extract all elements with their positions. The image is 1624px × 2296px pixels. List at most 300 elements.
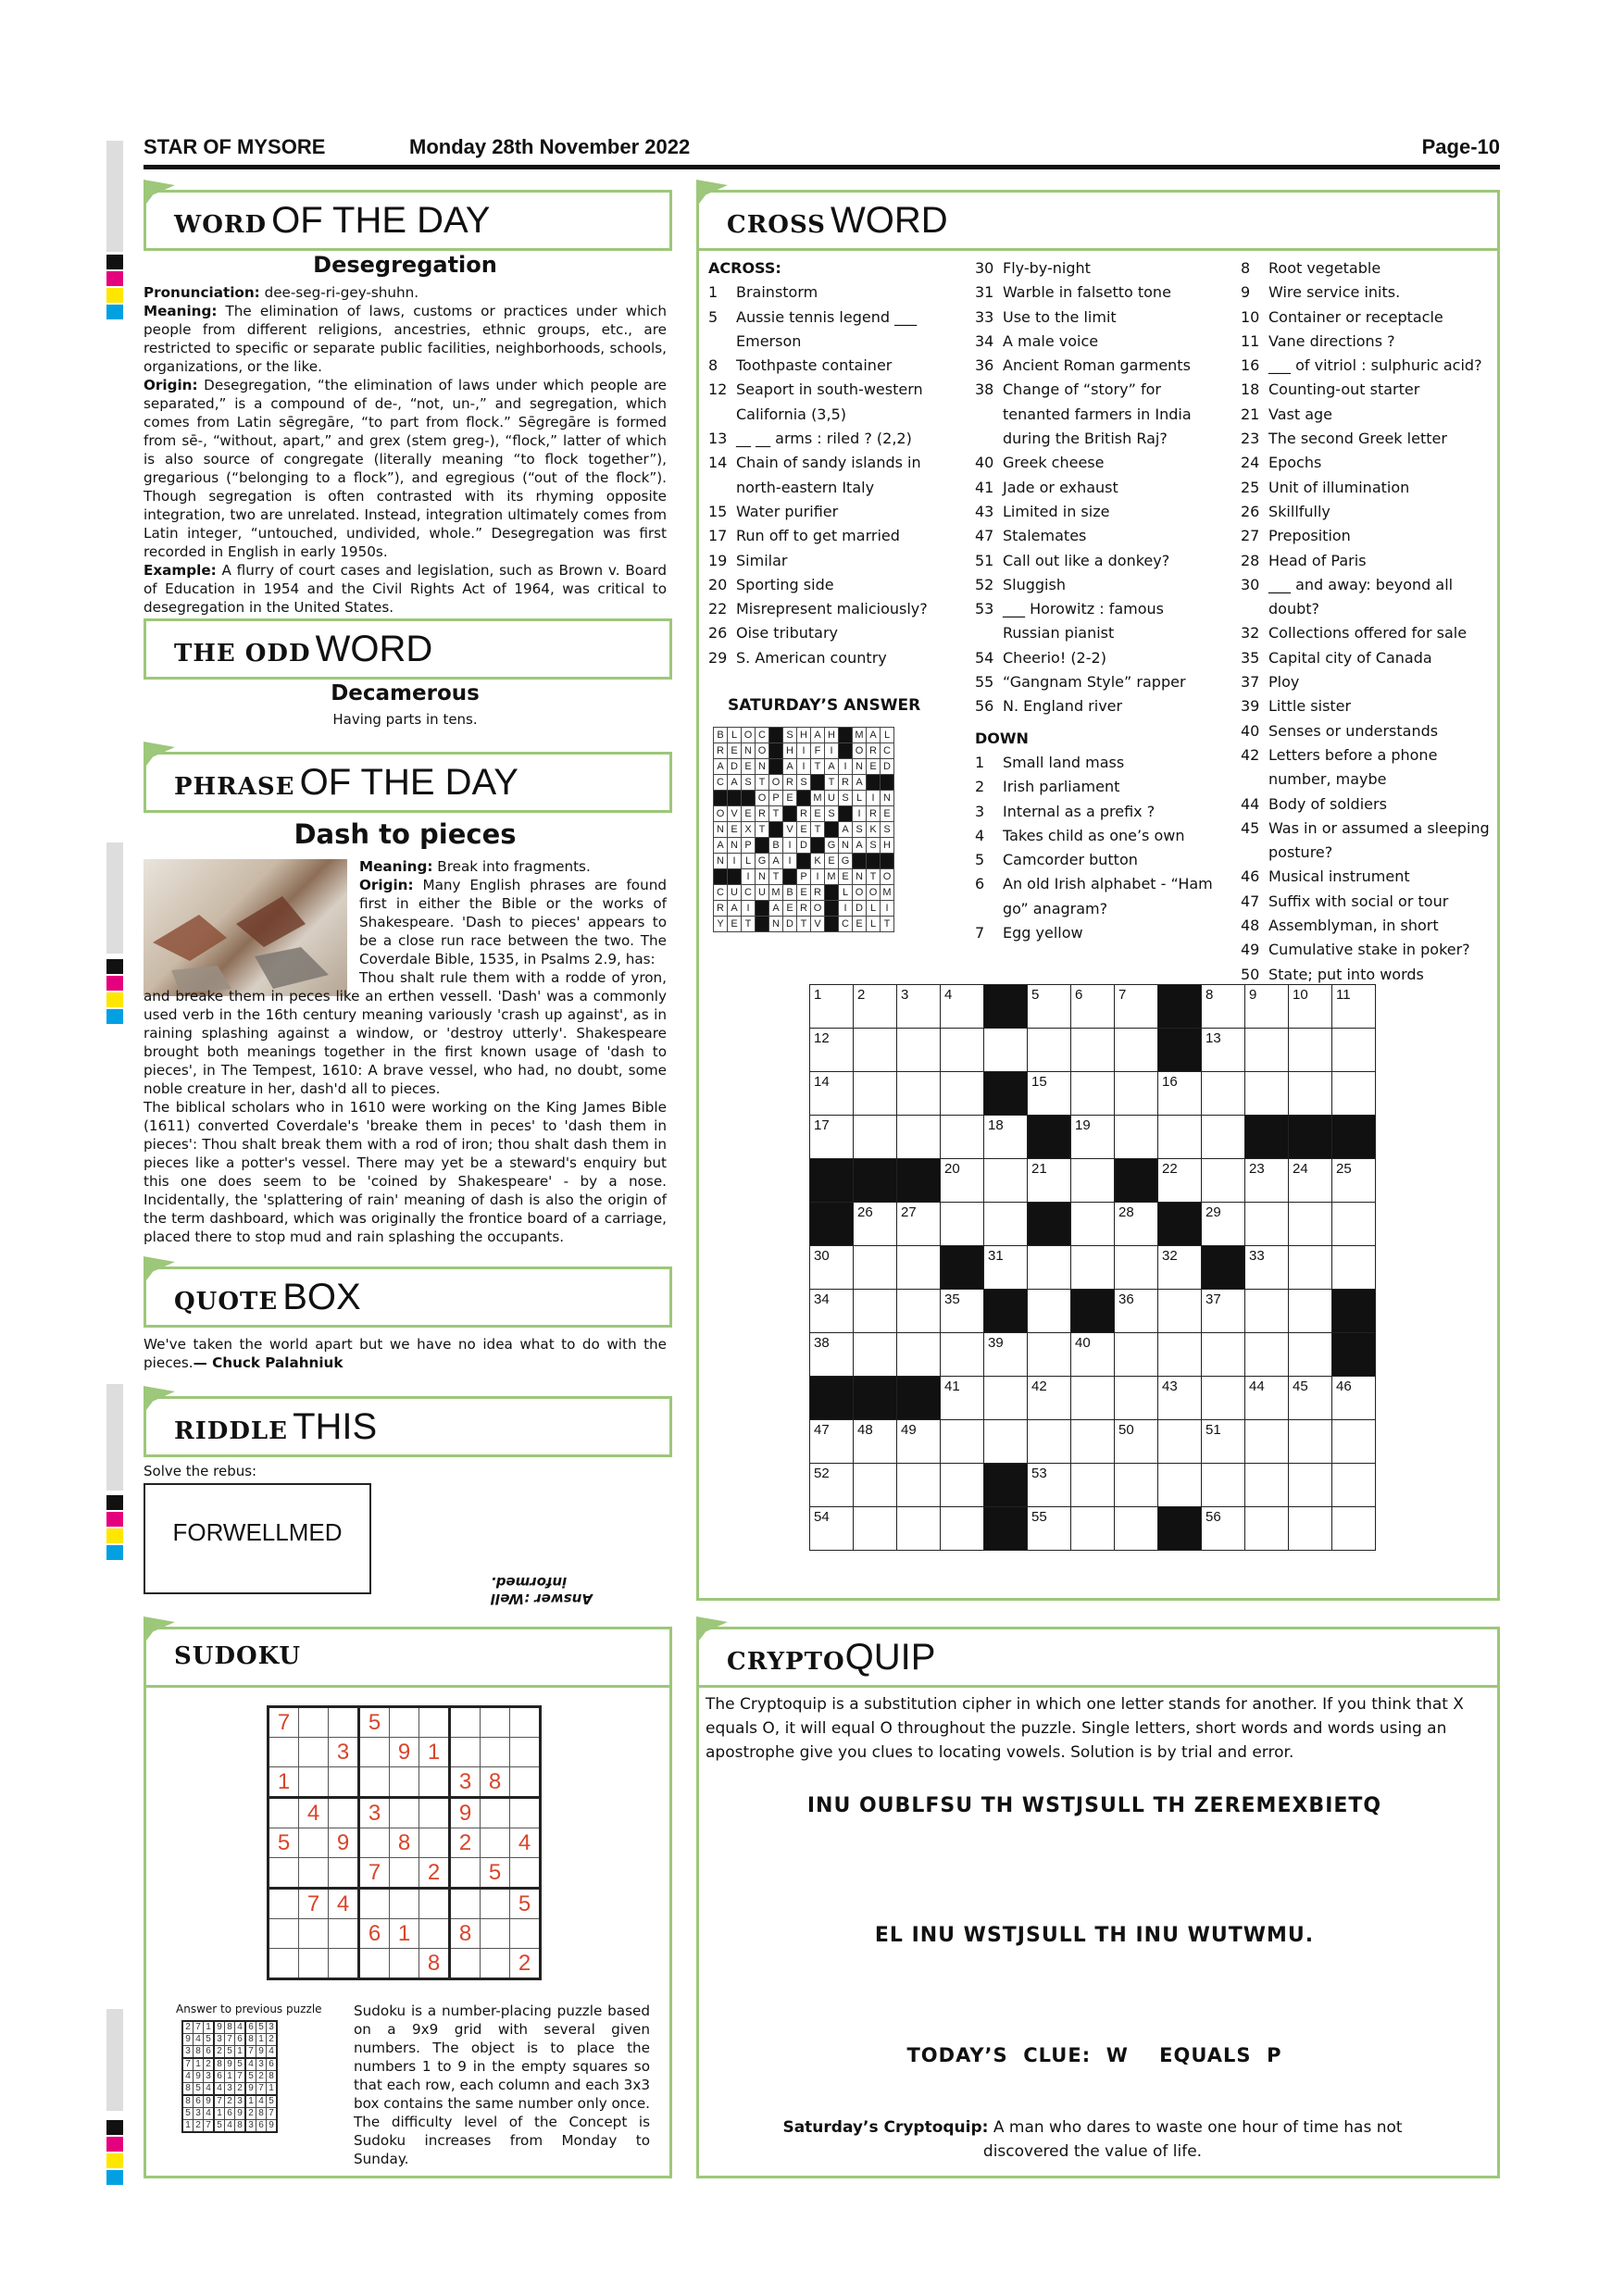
crossword-cell[interactable] (854, 1290, 897, 1333)
crossword-cell[interactable] (941, 1203, 984, 1246)
crossword-cell[interactable] (810, 1029, 854, 1072)
crossword-cell[interactable] (810, 1072, 854, 1116)
crossword-cell[interactable] (1115, 1116, 1158, 1159)
crossword-cell[interactable] (1028, 1159, 1071, 1203)
crossword-cell[interactable] (941, 1159, 984, 1203)
clue (975, 354, 1220, 378)
sudoku-cell[interactable] (359, 1828, 390, 1858)
crossword-cell[interactable] (941, 1333, 984, 1377)
crossword-cell[interactable] (1071, 1420, 1115, 1464)
sudoku-cell[interactable] (329, 1767, 359, 1798)
answer-cell (728, 869, 742, 885)
crossword-cell[interactable] (854, 1420, 897, 1464)
crossword-cell[interactable] (1332, 1464, 1376, 1507)
crossword-cell[interactable] (1289, 1159, 1332, 1203)
crossword-cell[interactable] (1245, 1159, 1289, 1203)
sudoku-cell[interactable] (329, 1949, 359, 1979)
pronunciation: dee-seg-ri-gey-shuhn. (259, 284, 419, 301)
crossword-cell[interactable] (1202, 1116, 1245, 1159)
todays-clue: TODAY’S CLUE: W EQUALS P (906, 2044, 1282, 2066)
crossword-cell[interactable] (984, 1333, 1028, 1377)
sudoku-cell[interactable] (510, 1738, 541, 1767)
sudoku-cell[interactable] (299, 1858, 329, 1889)
sudoku-cell[interactable] (359, 1767, 390, 1798)
sudoku-cell: 1 (214, 2108, 225, 2120)
sudoku-cell[interactable] (359, 1738, 390, 1767)
crossword-cell[interactable] (1158, 1072, 1202, 1116)
sudoku-cell[interactable] (269, 1798, 299, 1828)
crossword-cell[interactable] (1028, 1464, 1071, 1507)
sudoku-cell: 7 (204, 2120, 215, 2133)
crossword-cell[interactable] (1115, 1246, 1158, 1290)
crossword-cell[interactable] (1202, 1159, 1245, 1203)
sudoku-cell[interactable] (269, 1858, 299, 1889)
sudoku-cell: 2 (510, 1949, 541, 1979)
crossword-cell[interactable] (1158, 1464, 1202, 1507)
clue-text: Use to the limit (1003, 307, 1117, 326)
sudoku-cell[interactable] (510, 1858, 541, 1889)
clue-number: 7 (975, 924, 985, 942)
clue-text: Small land mass (1003, 753, 1125, 771)
crossword-cell[interactable] (984, 1159, 1028, 1203)
clue-number: 8 (1206, 987, 1214, 1003)
sudoku-cell: 9 (390, 1738, 419, 1767)
sudoku-cell[interactable] (450, 1889, 481, 1919)
crossword-cell[interactable] (1115, 1464, 1158, 1507)
answer-cell (756, 917, 769, 932)
clue-text: Greek cheese (1003, 454, 1105, 472)
crossword-cell[interactable] (1158, 1377, 1202, 1420)
crossword-cell[interactable] (1158, 1159, 1202, 1203)
sudoku-cell[interactable] (269, 1919, 299, 1949)
crossword-grid[interactable] (809, 984, 1376, 1551)
sudoku-cell[interactable] (390, 1767, 419, 1798)
sudoku-cell: 5 (214, 2120, 225, 2133)
crossword-cell[interactable] (941, 1116, 984, 1159)
crossword-cell[interactable] (1245, 1507, 1289, 1551)
answer-cell: E (825, 854, 839, 869)
sudoku-cell[interactable] (481, 1919, 510, 1949)
crossword-cell[interactable] (1158, 1290, 1202, 1333)
sudoku-cell[interactable] (450, 1949, 481, 1979)
sudoku-cell: 1 (390, 1919, 419, 1949)
crossword-cell[interactable] (1028, 1290, 1071, 1333)
crossword-cell[interactable] (1202, 1072, 1245, 1116)
clue-number: 1 (814, 987, 822, 1003)
crossword-cell[interactable] (897, 1203, 941, 1246)
sudoku-cell[interactable] (419, 1707, 450, 1738)
crossword-cell[interactable] (1028, 985, 1071, 1029)
sudoku-cell[interactable] (269, 1949, 299, 1979)
clue-text: Jade or exhaust (1003, 478, 1118, 496)
sudoku-cell[interactable] (510, 1707, 541, 1738)
label: Meaning: (359, 858, 433, 875)
crossword-cell[interactable] (1245, 1246, 1289, 1290)
crossword-cell[interactable] (854, 1246, 897, 1290)
crossword-cell[interactable] (1115, 1333, 1158, 1377)
crossword-cell[interactable] (810, 1290, 854, 1333)
answer-cell (825, 917, 839, 932)
crossword-cell[interactable] (941, 1464, 984, 1507)
clue-number: 18 (988, 1117, 1004, 1133)
sudoku-cell[interactable] (299, 1707, 329, 1738)
answer-cell: N (756, 759, 769, 775)
answer-cell: L (839, 885, 853, 901)
crossword-cell[interactable] (1071, 1203, 1115, 1246)
sudoku-cell[interactable] (390, 1949, 419, 1979)
crossword-cell[interactable] (1115, 1203, 1158, 1246)
crossword-cell[interactable] (810, 985, 854, 1029)
crossword-cell[interactable] (1289, 1377, 1332, 1420)
crossword-cell[interactable] (941, 1029, 984, 1072)
crossword-cell[interactable] (1158, 1246, 1202, 1290)
answer-cell: A (714, 838, 728, 854)
crossword-cell[interactable] (941, 985, 984, 1029)
answer-cell (825, 901, 839, 917)
answer-cell: I (839, 759, 853, 775)
crossword-cell[interactable] (984, 1203, 1028, 1246)
crossword-cell[interactable] (897, 985, 941, 1029)
crossword-cell[interactable] (1332, 1420, 1376, 1464)
crossword-cell[interactable] (854, 1333, 897, 1377)
clue-number: 50 (1241, 965, 1260, 983)
clue (1241, 281, 1491, 305)
crossword-cell[interactable] (1115, 1072, 1158, 1116)
crossword-cell[interactable] (1202, 985, 1245, 1029)
sudoku-cell: 3 (204, 2071, 215, 2083)
black-square (1115, 1159, 1158, 1203)
sudoku-cell[interactable] (481, 1798, 510, 1828)
crossword-cell[interactable] (810, 1420, 854, 1464)
sudoku-cell: 5 (245, 2071, 256, 2083)
sudoku-cell: 6 (235, 2034, 246, 2046)
clue-number: 38 (975, 381, 994, 399)
sudoku-cell: 5 (256, 2021, 267, 2034)
sudoku-cell[interactable] (390, 1889, 419, 1919)
crossword-cell[interactable] (1245, 985, 1289, 1029)
clue (708, 646, 931, 670)
answer-cell: R (756, 806, 769, 822)
clue-number: 30 (1241, 575, 1260, 593)
register-yellow (106, 2153, 123, 2168)
sudoku-cell[interactable] (329, 1919, 359, 1949)
sudoku-cell[interactable] (450, 1738, 481, 1767)
sudoku-cell[interactable] (269, 1738, 299, 1767)
crossword-cell[interactable] (897, 1464, 941, 1507)
clue-number: 49 (1241, 941, 1260, 959)
crossword-cell[interactable] (1028, 1072, 1071, 1116)
crossword-cell[interactable] (854, 1464, 897, 1507)
crossword-cell[interactable] (1289, 1290, 1332, 1333)
clue-number: 42 (1031, 1379, 1047, 1394)
crossword-cell[interactable] (941, 1507, 984, 1551)
crossword-cell[interactable] (1071, 1377, 1115, 1420)
crossword-cell[interactable] (1332, 1246, 1376, 1290)
crossword-cell[interactable] (1289, 1464, 1332, 1507)
answer-cell: S (783, 728, 797, 743)
clue-text: Sluggish (1003, 575, 1066, 593)
crossword-cell[interactable] (854, 1116, 897, 1159)
crossword-cell[interactable] (1028, 1029, 1071, 1072)
crossword-cell[interactable] (1202, 1333, 1245, 1377)
crossword-cell[interactable] (1158, 1116, 1202, 1159)
crossword-cell[interactable] (1245, 1072, 1289, 1116)
crossword-cell[interactable] (854, 1072, 897, 1116)
crossword-cell[interactable] (897, 1333, 941, 1377)
answer-cell: I (853, 806, 867, 822)
crossword-cell[interactable] (1158, 1333, 1202, 1377)
crossword-cell[interactable] (1071, 1159, 1115, 1203)
sudoku-cell: 8 (481, 1767, 510, 1798)
clue-text: ___ Horowitz : famous Russian pianist (1003, 600, 1164, 643)
clue (975, 670, 1220, 694)
clue-number: 19 (1075, 1117, 1091, 1133)
sudoku-cell: 4 (235, 2021, 246, 2034)
across-clues-1 (708, 256, 931, 670)
label: Example: (144, 562, 217, 579)
crossword-cell[interactable] (810, 1333, 854, 1377)
answer-cell: P (769, 791, 783, 806)
crossword-cell[interactable] (1245, 1333, 1289, 1377)
sudoku-cell[interactable] (419, 1798, 450, 1828)
answer-cell: C (881, 743, 894, 759)
crossword-cell[interactable] (1071, 985, 1115, 1029)
answer-cell: O (756, 743, 769, 759)
sudoku-cell[interactable] (419, 1889, 450, 1919)
sudoku-cell[interactable] (299, 1828, 329, 1858)
sudoku-grid[interactable] (267, 1705, 542, 1980)
crossword-cell[interactable] (941, 1290, 984, 1333)
clue-number: 15 (1031, 1074, 1047, 1090)
clue-number: 9 (1249, 987, 1257, 1003)
crossword-cell[interactable] (1332, 985, 1376, 1029)
crossword-cell[interactable] (810, 1464, 854, 1507)
sudoku-cell: 9 (267, 2120, 278, 2133)
clue (975, 751, 1220, 775)
crossword-cell[interactable] (1115, 1507, 1158, 1551)
answer-cell (839, 743, 853, 759)
answer-cell: A (825, 759, 839, 775)
crossword-cell[interactable] (984, 1029, 1028, 1072)
sudoku-cell[interactable] (419, 1919, 450, 1949)
clue (1241, 256, 1491, 281)
crossword-cell[interactable] (984, 1246, 1028, 1290)
crossword-cell[interactable] (984, 1116, 1028, 1159)
crossword-cell[interactable] (1202, 1203, 1245, 1246)
sudoku-cell[interactable] (329, 1798, 359, 1828)
sudoku-cell[interactable] (510, 1798, 541, 1828)
crossword-cell[interactable] (1289, 985, 1332, 1029)
crossword-cell[interactable] (941, 1377, 984, 1420)
clue (1241, 938, 1491, 962)
crossword-cell[interactable] (897, 1246, 941, 1290)
sudoku-cell[interactable] (390, 1798, 419, 1828)
sudoku-cell[interactable] (299, 1919, 329, 1949)
crossword-cell[interactable] (810, 1246, 854, 1290)
sudoku-cell[interactable] (481, 1949, 510, 1979)
sudoku-cell: 7 (235, 2071, 246, 2083)
crossword-cell[interactable] (854, 1507, 897, 1551)
answer-cell (797, 791, 811, 806)
crossword-cell[interactable] (1071, 1246, 1115, 1290)
clue-number: 29 (1206, 1204, 1221, 1220)
sudoku-cell[interactable] (359, 1949, 390, 1979)
crossword-cell[interactable] (984, 1420, 1028, 1464)
answer-cell: R (714, 743, 728, 759)
crossword-cell[interactable] (1332, 1072, 1376, 1116)
quote-author: — Chuck Palahniuk (193, 1354, 344, 1371)
sudoku-cell: 3 (194, 2108, 204, 2120)
clue-text: Irish parliament (1003, 778, 1120, 796)
sudoku-cell[interactable] (329, 1858, 359, 1889)
sudoku-cell[interactable] (481, 1828, 510, 1858)
sudoku-cell[interactable] (390, 1858, 419, 1889)
sudoku-cell: 2 (256, 2071, 267, 2083)
sudoku-cell[interactable] (329, 1707, 359, 1738)
sudoku-cell: 1 (225, 2071, 235, 2083)
clue (1241, 914, 1491, 938)
crossword-cell[interactable] (1115, 1420, 1158, 1464)
crossword-cell[interactable] (941, 1072, 984, 1116)
crossword-cell[interactable] (984, 1377, 1028, 1420)
sudoku-cell: 8 (182, 2095, 194, 2108)
crossword-cell[interactable] (1202, 1464, 1245, 1507)
clue (975, 524, 1220, 548)
sudoku-cell: 8 (235, 2120, 246, 2133)
clue-number: 37 (1241, 673, 1260, 692)
crossword-cell[interactable] (1115, 1290, 1158, 1333)
answer-cell: E (797, 822, 811, 838)
sudoku-cell[interactable] (450, 1858, 481, 1889)
register-cyan (106, 1009, 123, 1024)
crossword-cell[interactable] (810, 1116, 854, 1159)
sudoku-cell[interactable] (481, 1707, 510, 1738)
crossword-cell[interactable] (1332, 1159, 1376, 1203)
crossword-cell[interactable] (1028, 1507, 1071, 1551)
crossword-cell[interactable] (1071, 1507, 1115, 1551)
clue-number: 27 (901, 1204, 917, 1220)
answer-cell: R (811, 885, 825, 901)
crossword-cell[interactable] (1332, 1203, 1376, 1246)
crossword-cell[interactable] (1289, 1420, 1332, 1464)
crossword-cell[interactable] (1289, 1246, 1332, 1290)
crossword-cell[interactable] (854, 985, 897, 1029)
crossword-cell[interactable] (897, 1116, 941, 1159)
crossword-cell[interactable] (897, 1029, 941, 1072)
crossword-cell[interactable] (1115, 985, 1158, 1029)
sudoku-cell[interactable] (269, 1889, 299, 1919)
clue-number: 55 (975, 673, 994, 692)
crossword-cell[interactable] (1028, 1246, 1071, 1290)
crossword-cell[interactable] (1028, 1377, 1071, 1420)
sudoku-cell[interactable] (481, 1889, 510, 1919)
sudoku-cell[interactable] (450, 1707, 481, 1738)
crossword-cell[interactable] (1289, 1029, 1332, 1072)
answer-cell: D (853, 901, 867, 917)
crossword-cell[interactable] (1245, 1203, 1289, 1246)
crossword-cell[interactable] (1028, 1333, 1071, 1377)
clue-text: S. American country (736, 648, 887, 667)
crossword-cell[interactable] (1158, 1420, 1202, 1464)
crossword-cell[interactable] (897, 1420, 941, 1464)
crossword-cell[interactable] (1289, 1203, 1332, 1246)
crossword-cell[interactable] (1071, 1072, 1115, 1116)
clue-number: 40 (975, 454, 994, 472)
crossword-cell[interactable] (810, 1507, 854, 1551)
crossword-cell[interactable] (1289, 1333, 1332, 1377)
crossword-cell[interactable] (854, 1029, 897, 1072)
section-title: WORD (315, 629, 433, 669)
clue-number: 1 (708, 283, 718, 302)
crossword-cell[interactable] (1332, 1029, 1376, 1072)
answer-cell: N (714, 822, 728, 838)
sudoku-cell[interactable] (390, 1707, 419, 1738)
crossword-cell[interactable] (1028, 1420, 1071, 1464)
crossword-cell[interactable] (1202, 1377, 1245, 1420)
crossword-cell[interactable] (1071, 1029, 1115, 1072)
answer-cell: D (881, 759, 894, 775)
sudoku-cell[interactable] (510, 1767, 541, 1798)
answer-cell (839, 806, 853, 822)
crossword-cell[interactable] (1202, 1029, 1245, 1072)
crossword-cell[interactable] (1332, 1507, 1376, 1551)
clue-text: Counting-out starter (1268, 381, 1420, 399)
clue-number: 6 (1075, 987, 1083, 1003)
crossword-cell[interactable] (1071, 1464, 1115, 1507)
clue-number: 53 (1031, 1466, 1047, 1481)
sudoku-cell[interactable] (419, 1828, 450, 1858)
sudoku-cell[interactable] (299, 1738, 329, 1767)
section-title-word: WORD (174, 211, 268, 239)
crossword-cell[interactable] (1332, 1377, 1376, 1420)
clue (1241, 670, 1491, 694)
sudoku-cell[interactable] (510, 1919, 541, 1949)
sudoku-cell: 9 (194, 2071, 204, 2083)
sudoku-cell[interactable] (419, 1767, 450, 1798)
phrase-body (144, 968, 667, 1246)
sudoku-cell: 5 (481, 1858, 510, 1889)
crossword-cell[interactable] (1202, 1290, 1245, 1333)
crossword-cell[interactable] (1289, 1507, 1332, 1551)
sudoku-cell[interactable] (359, 1889, 390, 1919)
crossword-cell[interactable] (897, 1290, 941, 1333)
crossword-cell[interactable] (1115, 1377, 1158, 1420)
crossword-cell[interactable] (1245, 1290, 1289, 1333)
crossword-cell[interactable] (897, 1507, 941, 1551)
sudoku-cell[interactable] (299, 1949, 329, 1979)
crossword-cell[interactable] (1115, 1029, 1158, 1072)
crossword-cell[interactable] (1202, 1420, 1245, 1464)
crossword-cell[interactable] (941, 1420, 984, 1464)
crossword-cell[interactable] (1245, 1029, 1289, 1072)
sudoku-cell[interactable] (299, 1767, 329, 1798)
clue-number: 36 (1118, 1292, 1134, 1307)
crossword-cell[interactable] (1245, 1420, 1289, 1464)
crossword-cell[interactable] (1202, 1507, 1245, 1551)
answer-cell: I (742, 901, 756, 917)
crossword-cell[interactable] (854, 1203, 897, 1246)
clue-number: 56 (975, 697, 994, 716)
crossword-cell[interactable] (897, 1072, 941, 1116)
crossword-cell[interactable] (1245, 1377, 1289, 1420)
crossword-cell[interactable] (1071, 1116, 1115, 1159)
sudoku-cell[interactable] (481, 1738, 510, 1767)
crossword-cell[interactable] (1071, 1333, 1115, 1377)
crossword-cell[interactable] (1245, 1464, 1289, 1507)
page-number: Page-10 (1421, 135, 1500, 158)
crossword-cell[interactable] (1289, 1072, 1332, 1116)
clue-number: 35 (1241, 648, 1260, 667)
